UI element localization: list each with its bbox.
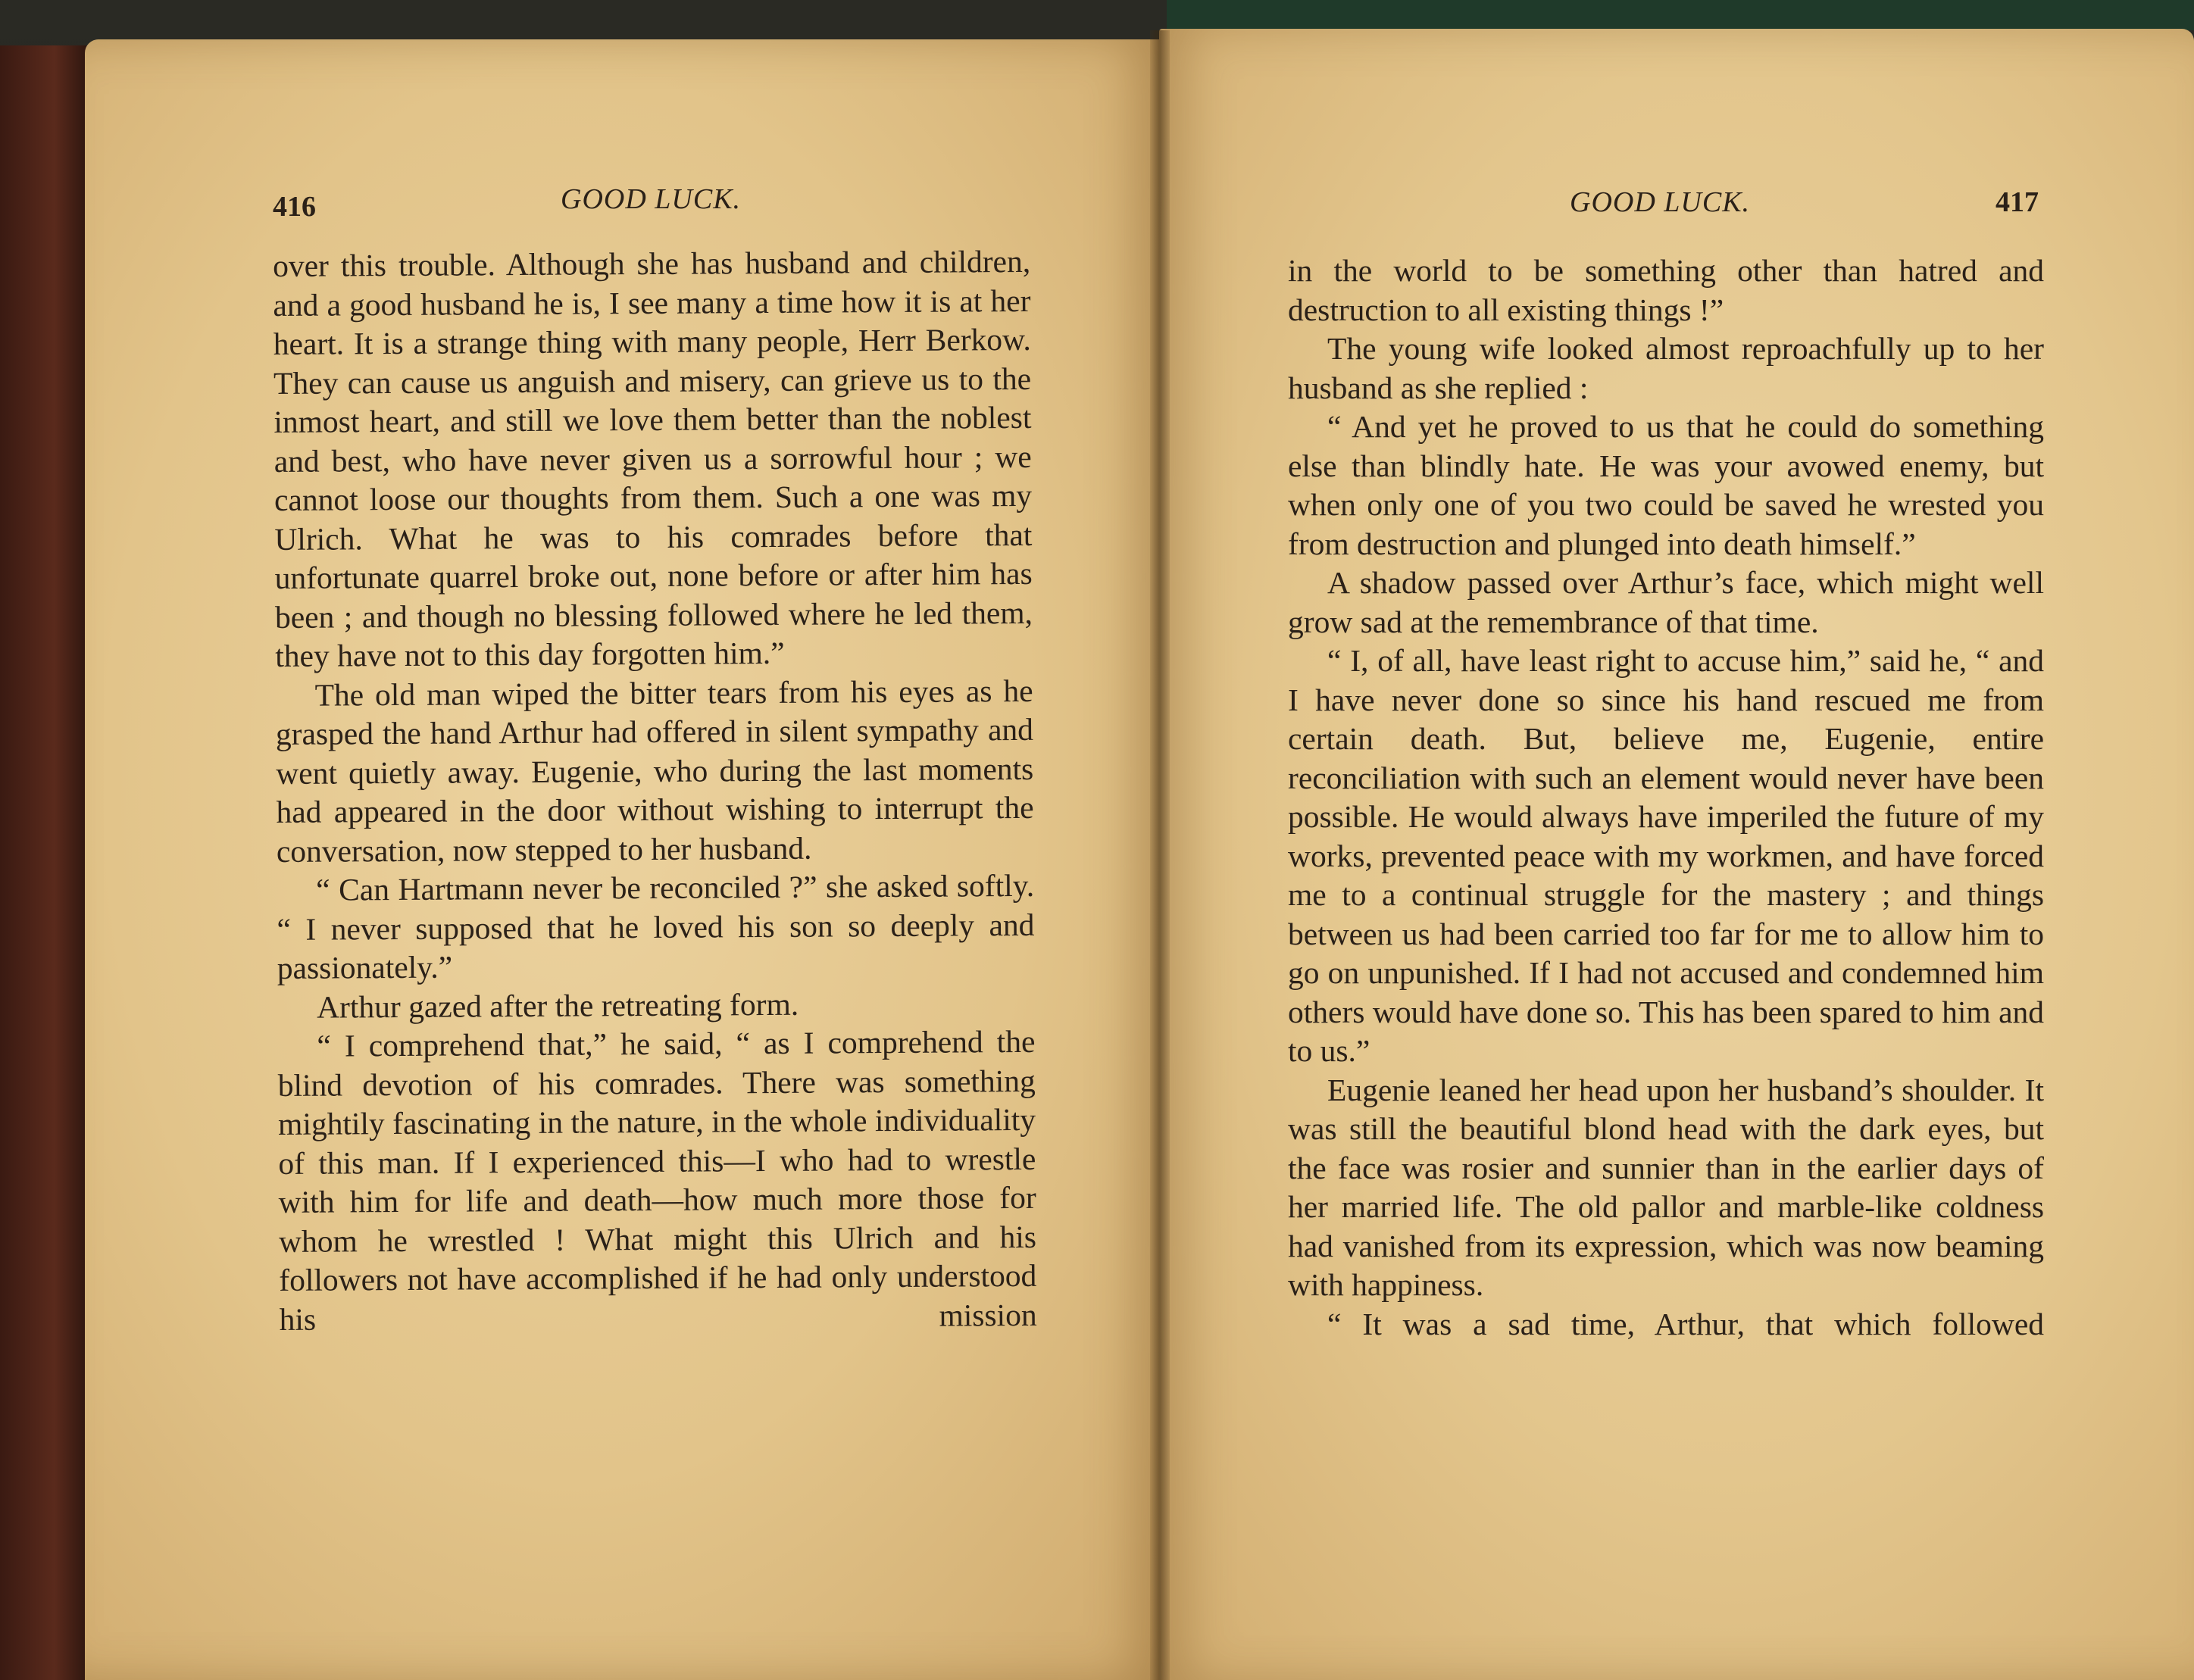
right-running-head: GOOD LUCK. (1570, 186, 1751, 218)
left-page-number: 416 (273, 191, 316, 223)
book-spine-edge (0, 45, 91, 1680)
paragraph: “ Can Hartmann never be reconciled ?” she asked softly. “ I never supposed that he loved his son so deeply and passionately.” (277, 867, 1035, 985)
right-page-text (1288, 251, 2044, 1344)
book-cover-edge (1167, 0, 2194, 30)
paragraph: A shadow passed over Arthur’s face, which might well grow sad at the remembrance of that time. (1288, 565, 2044, 639)
paragraph: in the world to be something other than hatred and destruction to all existing things !” (1288, 253, 2044, 327)
paragraph: Arthur gazed after the retreating form. (316, 986, 799, 1025)
paragraph: The old man wiped the bitter tears from his eyes as he grasped the hand Arthur had offered in silent sympathy and went quietly away. Eugenie, who during the last moments had appeared in the door without wishing to interrupt the conversation, now stepped to her husband. (275, 673, 1034, 869)
paragraph: Eugenie leaned her head upon her husband’s shoulder. It was still the beautiful blond head with the dark eyes, but the face was rosier and sunnier than in the earlier days of her married life. The old pallor and marble-like coldness had vanished from its expression, which was now beaming with happiness. (1288, 1072, 2044, 1302)
paragraph: “ And yet he proved to us that he could do something else than blindly hate. He was your avowed enemy, but when only one of you two could be saved he wrested you from destruction and plunged into death himself.” (1288, 409, 2044, 561)
paragraph: The young wife looked almost reproachfully up to her husband as she replied : (1288, 331, 2044, 405)
paragraph: “ I comprehend that,” he said, “ as I comprehend the blind devotion of his comrades. There was something mightily fascinating in the nature, in the whole individuality of this man. If I experienced this—I who had to wrestle with him for life and death—how much more those for whom he wrestled ! What might this Ulrich and his followers not have accomplished if he had only understood his mission (277, 1023, 1037, 1337)
left-running-head: GOOD LUCK. (561, 183, 742, 215)
paragraph: over this trouble. Although she has husband and children, and a good husband he is, I see many a time how it is at her heart. It is a strange thing with many people, Herr Berkow. They can cause us anguish and misery, can grieve us to the inmost heart, and still we love them better than the noblest and best, who have never given us a sorrowful hour ; we cannot loose our thoughts from them. Such a one was my Ulrich. What he was to his comrades before that unfortunate quarrel broke out, none before or after him has been ; and though no blessing followed where he led them, they have not to this day forgotten him.” (273, 243, 1033, 673)
paragraph: “ It was a sad time, Arthur, that which followed (1327, 1306, 2044, 1341)
left-page-text (273, 242, 1037, 1339)
book-gutter (1150, 30, 1170, 1680)
paragraph: “ I, of all, have least right to accuse him,” said he, “ and I have never done so since his hand rescued me from certain death. But, believe me, Eugenie, entire reconciliation with such an element would never have been possible. He would always have imperiled the future of my works, prevented peace with my workmen, and have forced me to a continual struggle for the mastery ; and things between us had been carried too far for me to allow him to go on unpunished. If I had not accused and condemned him others would have done so. This has been spared to him and to us.” (1288, 643, 2044, 1068)
right-page-number: 417 (1996, 186, 2039, 218)
